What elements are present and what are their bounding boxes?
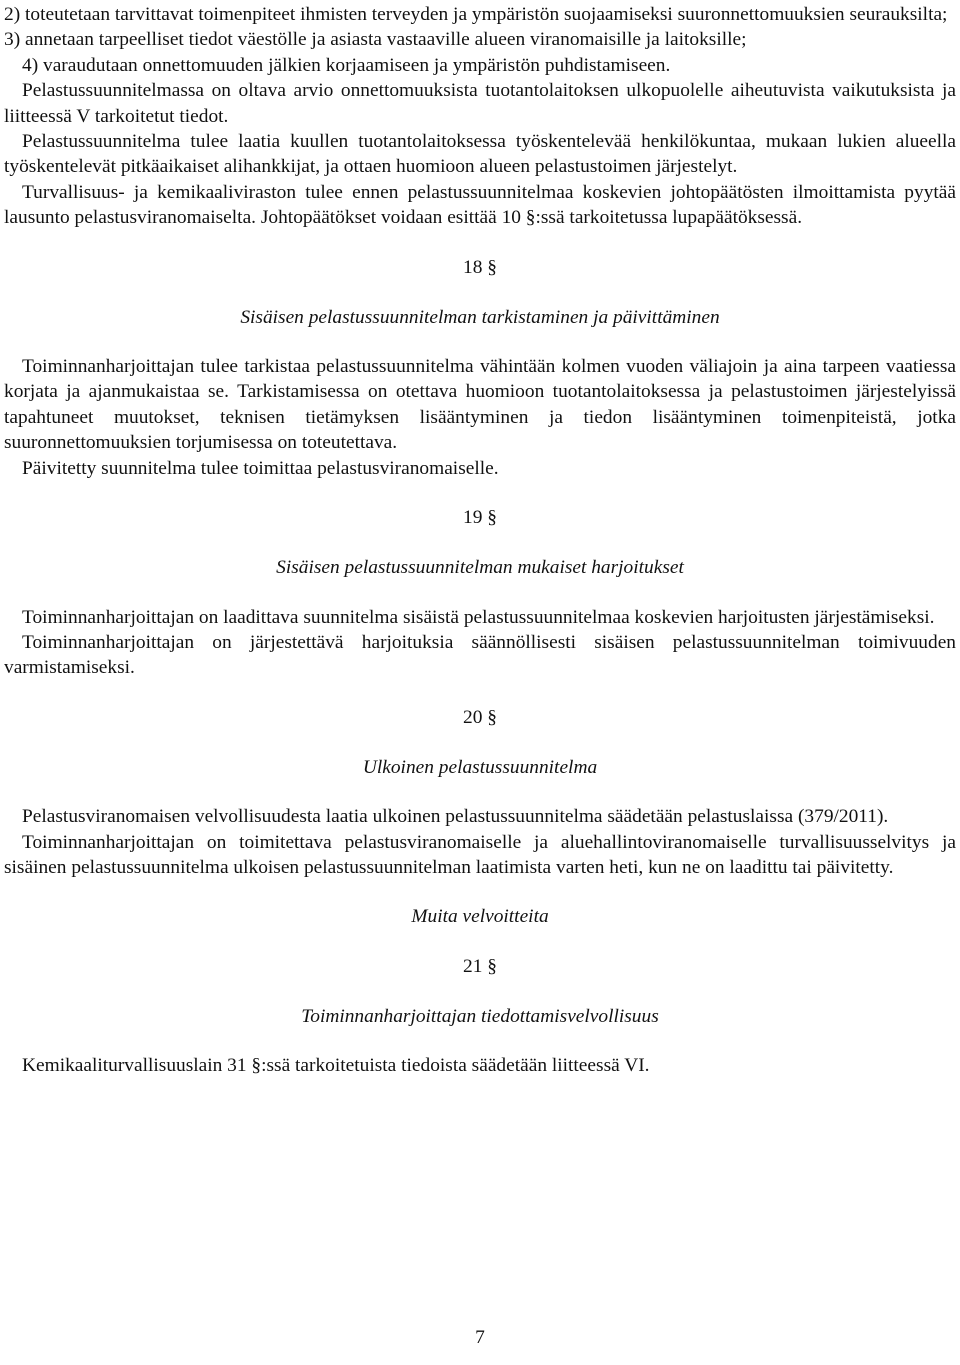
section-number-19: 19 § <box>463 507 497 529</box>
paragraph: Toiminnanharjoittajan on toimitettava pelastusviranomaiselle ja aluehallintoviranomaiselle turvallisuusselvitys ja sisäinen pelastussuunnitelma ulkoisen pelastussuunnitelman laatimista varten heti, kun ne on laadittu tai päivitetty. <box>4 831 956 878</box>
paragraph: Toiminnanharjoittajan on järjestettävä harjoituksia säännöllisesti sisäisen pelastussuunnitelman toimivuuden varmistamiseksi. <box>4 631 956 679</box>
paragraph: Pelastussuunnitelmassa on oltava arvio onnettomuuksista tuotantolaitoksen ulkopuolelle aiheutuvista vaikutuksista ja liitteessä V tarkoitetut tiedot. <box>4 80 956 127</box>
list-item-3: 3) annetaan tarpeelliset tiedot väestölle ja asiasta vastaaville alueen viranomaisille ja laitoksille; <box>4 29 747 51</box>
paragraph: Toiminnanharjoittajan tulee tarkistaa pelastussuunnitelma vähintään kolmen vuoden väliajoin ja aina tarpeen vaatiessa korjata ja ajanmukaistaa se. Tarkistamisessa on otettava huomioon tuotantolaitoksessa ja pelastustoimen järjestelyissä tapahtuneet muutokset, teknisen tietämyksen lisääntyminen ja tiedon lisääntyminen toimenpiteistä, jotka suuronnettomuuksien torjumisessa on toteutettava. <box>4 356 956 454</box>
paragraph: Päivitetty suunnitelma tulee toimittaa pelastusviranomaiselle. <box>22 457 499 479</box>
section-number-20: 20 § <box>463 706 497 728</box>
section-title-21: Toiminnanharjoittajan tiedottamisvelvollisuus <box>301 1005 659 1027</box>
section-title-19: Sisäisen pelastussuunnitelman mukaiset harjoitukset <box>276 557 684 579</box>
list-item-2: 2) toteutetaan tarvittavat toimenpiteet ihmisten terveyden ja ympäristön suojaamiseksi suuronnettomuuksien seurauksilta; <box>4 4 948 25</box>
list-item-4: 4) varaudutaan onnettomuuden jälkien korjaamiseen ja ympäristön puhdistamiseen. <box>22 54 671 76</box>
paragraph: Pelastussuunnitelma tulee laatia kuullen tuotantolaitoksessa työskentelevää henkilökuntaa, mukaan lukien alueella työskentelevät pitkäaikaiset alihankkijat, ja ottaen huomioon alueen pelastustoimen järjestelyt. <box>4 131 956 178</box>
paragraph: Kemikaaliturvallisuuslain 31 §:ssä tarkoitetuista tiedoista säädetään liitteessä VI. <box>22 1055 650 1077</box>
section-number-18: 18 § <box>463 256 497 278</box>
paragraph: Pelastusviranomaisen velvollisuudesta laatia ulkoinen pelastussuunnitelma säädetään pelastuslaissa (379/2011). <box>22 806 889 828</box>
paragraph: Toiminnanharjoittajan on laadittava suunnitelma sisäistä pelastussuunnitelmaa koskevien harjoitusten järjestämiseksi. <box>22 606 935 628</box>
paragraph: Turvallisuus- ja kemikaaliviraston tulee ennen pelastussuunnitelmaa koskevien johtopäätösten ilmoittamista pyytää lausunto pelastusviranomaiselta. Johtopäätökset voidaan esittää 10 §:ssä tarkoitetussa lupapäätöksessä. <box>4 181 956 229</box>
page-number: 7 <box>475 1327 485 1348</box>
section-title-20: Ulkoinen pelastussuunnitelma <box>362 756 598 778</box>
section-title-18: Sisäisen pelastussuunnitelman tarkistaminen ja päivittäminen <box>240 306 720 328</box>
chapter-subheading: Muita velvoitteita <box>411 906 549 928</box>
section-number-21: 21 § <box>463 955 497 977</box>
document-body <box>4 2 956 1079</box>
